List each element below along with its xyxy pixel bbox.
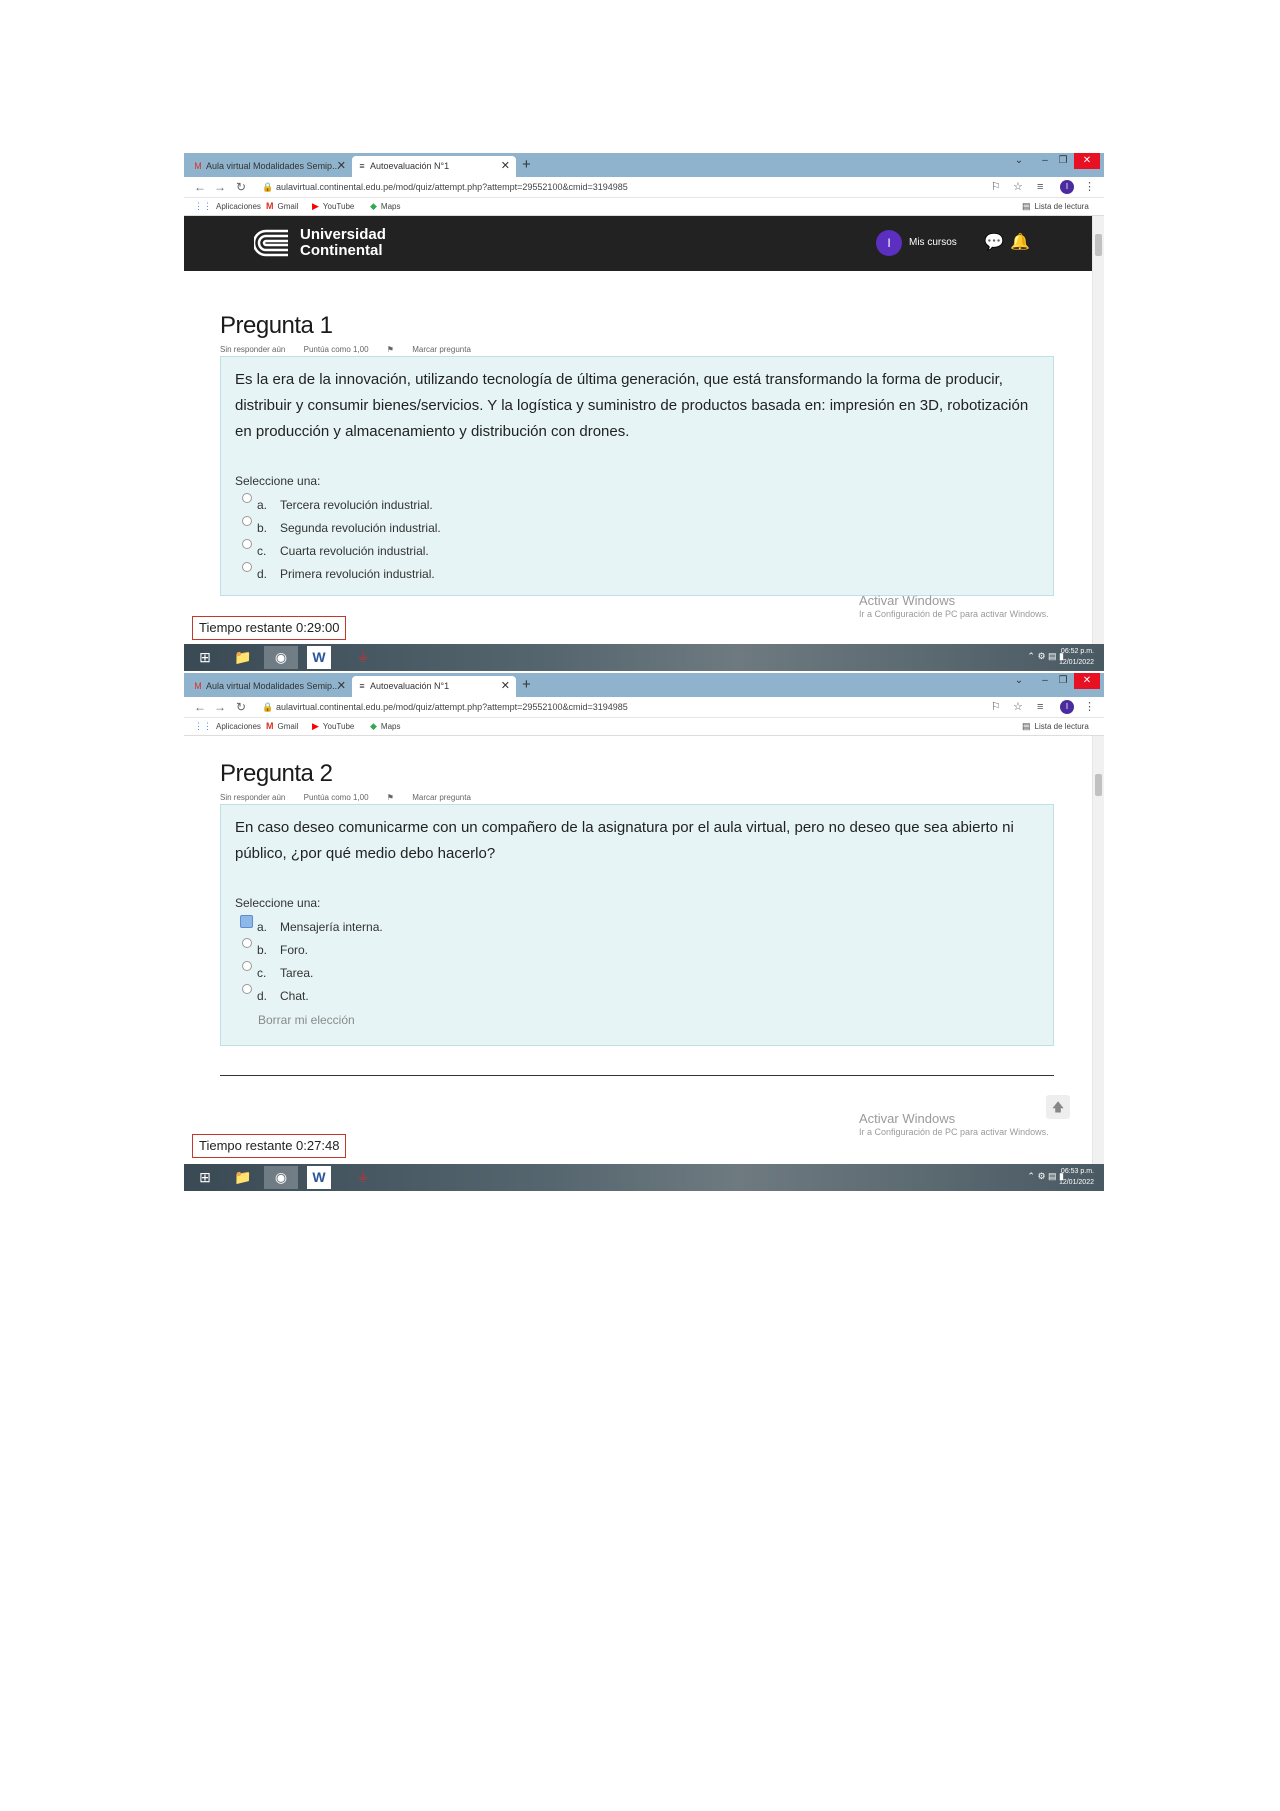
menu-kebab-icon[interactable]: ⋮: [1084, 181, 1095, 193]
reader-icon[interactable]: ⚐: [991, 181, 1001, 193]
url-input[interactable]: aulavirtual.continental.edu.pe/mod/quiz/attempt.php?attempt=29552100&cmid=3194985: [276, 702, 628, 712]
address-bar: [184, 697, 1104, 718]
bookmark-youtube[interactable]: ▶ YouTube: [312, 718, 354, 735]
select-one-label: Seleccione una:: [235, 474, 321, 488]
university-logo-icon[interactable]: [254, 229, 290, 257]
gmail-icon: M: [266, 721, 274, 731]
reading-list-icon[interactable]: ≡: [1037, 701, 1044, 713]
url-input[interactable]: aulavirtual.continental.edu.pe/mod/quiz/attempt.php?attempt=29552100&cmid=3194985: [276, 182, 628, 192]
maximize-button[interactable]: ❐: [1058, 675, 1068, 686]
word-icon[interactable]: W: [307, 646, 331, 669]
reading-list-icon: ▤: [1022, 201, 1031, 211]
question-status: Sin responder aún: [220, 345, 286, 354]
flag-question-link[interactable]: ⚑ Marcar pregunta: [386, 793, 471, 802]
browser-tab-autoevaluacion[interactable]: [352, 676, 516, 697]
chat-bubble-icon[interactable]: 💬: [984, 234, 1004, 251]
radio-button[interactable]: [242, 539, 252, 549]
windows-start-icon[interactable]: ⊞: [199, 649, 211, 665]
system-tray[interactable]: ⌃ ⚙ ▤ ▮: [1027, 1171, 1064, 1181]
question-points: Puntúa como 1,00: [303, 793, 369, 802]
chrome-icon[interactable]: ◉: [264, 646, 298, 669]
activate-windows-watermark: Activar Windows Ir a Configuración de PC para activar Windows.: [859, 1111, 1049, 1137]
bookmark-gmail[interactable]: M Gmail: [266, 198, 298, 215]
apps-grid-icon: ⋮⋮: [194, 721, 212, 731]
new-tab-button[interactable]: +: [522, 156, 531, 173]
reading-list-icon: ▤: [1022, 721, 1031, 731]
flag-question-link[interactable]: ⚑ Marcar pregunta: [386, 345, 471, 354]
tab-search-icon[interactable]: ⌄: [1014, 675, 1024, 686]
file-explorer-icon[interactable]: 📁: [234, 1169, 252, 1185]
university-logo-text[interactable]: Universidad Continental: [300, 226, 386, 259]
maximize-button[interactable]: ❐: [1058, 155, 1068, 166]
site-header: [184, 216, 1093, 271]
system-tray[interactable]: ⌃ ⚙ ▤ ▮: [1027, 651, 1064, 661]
bookmark-gmail[interactable]: M Gmail: [266, 718, 298, 735]
acrobat-icon[interactable]: ⏚: [356, 649, 370, 665]
browser-tab-bar: [184, 153, 1104, 177]
radio-button-selected[interactable]: [240, 915, 253, 928]
reading-list-icon[interactable]: ≡: [1037, 181, 1044, 193]
reload-icon[interactable]: ↻: [236, 180, 247, 194]
screenshot-question-1: [184, 153, 1104, 671]
gmail-tab-icon: M: [194, 681, 202, 691]
scrollbar-thumb[interactable]: [1095, 234, 1102, 256]
back-to-top-button[interactable]: [1046, 1095, 1070, 1119]
page-scrollbar[interactable]: [1092, 216, 1104, 644]
activate-windows-watermark: Activar Windows Ir a Configuración de PC para activar Windows.: [859, 593, 1049, 619]
windows-start-icon[interactable]: ⊞: [199, 1169, 211, 1185]
windows-taskbar: [184, 1164, 1104, 1191]
radio-button[interactable]: [242, 984, 252, 994]
flag-icon: ⚑: [386, 793, 397, 802]
radio-button[interactable]: [242, 938, 252, 948]
chrome-icon[interactable]: ◉: [264, 1166, 298, 1189]
tab-search-icon[interactable]: ⌄: [1014, 155, 1024, 166]
bookmark-maps[interactable]: ◆ Maps: [370, 718, 400, 735]
menu-kebab-icon[interactable]: ⋮: [1084, 701, 1095, 713]
taskbar-clock[interactable]: 06:53 p.m. 12/01/2022: [1058, 1168, 1094, 1186]
flag-icon: ⚑: [386, 345, 397, 354]
bookmark-star-icon[interactable]: ☆: [1013, 701, 1023, 713]
bookmark-reading-list[interactable]: ▤ Lista de lectura: [1022, 718, 1089, 735]
question-box: Es la era de la innovación, utilizando tecnología de última generación, que está transformando la forma de producir, distribuir y consumir bienes/servicios. Y la logística y suministro de productos basada en: impresión en 3D, robotización en producción y almacenamiento y distribución con drones. Seleccione una: a. Tercera revolución industrial. b. Segunda revolución industrial. c. Cuarta revolución industrial. d. Primera revolución industrial.: [220, 356, 1054, 596]
close-tab-icon[interactable]: ✕: [336, 680, 346, 692]
radio-button[interactable]: [242, 562, 252, 572]
gmail-tab-icon: M: [194, 161, 202, 171]
radio-button[interactable]: [242, 493, 252, 503]
forward-arrow-icon[interactable]: →: [214, 180, 226, 194]
notification-bell-icon[interactable]: 🔔: [1010, 234, 1030, 251]
minimize-button[interactable]: –: [1042, 155, 1048, 166]
word-icon[interactable]: W: [307, 1166, 331, 1189]
tab-label: Aula virtual Modalidades Semip...: [206, 161, 340, 171]
profile-avatar[interactable]: I: [1060, 700, 1074, 714]
select-one-label: Seleccione una:: [235, 896, 321, 910]
acrobat-icon[interactable]: ⏚: [356, 1169, 370, 1185]
close-window-button[interactable]: ✕: [1074, 153, 1100, 169]
screenshot-question-2: [184, 673, 1104, 1191]
bookmark-apps[interactable]: ⋮⋮ Aplicaciones: [194, 718, 261, 735]
bookmarks-bar: [184, 198, 1104, 216]
windows-taskbar: [184, 644, 1104, 671]
question-status: Sin responder aún: [220, 793, 286, 802]
user-avatar[interactable]: I: [876, 230, 902, 256]
reader-icon[interactable]: ⚐: [991, 701, 1001, 713]
close-window-button[interactable]: ✕: [1074, 673, 1100, 689]
back-arrow-icon[interactable]: ←: [194, 180, 206, 194]
scrollbar-thumb[interactable]: [1095, 774, 1102, 796]
question-points: Puntúa como 1,00: [303, 345, 369, 354]
taskbar-clock[interactable]: 06:52 p.m. 12/01/2022: [1058, 648, 1094, 666]
page-scrollbar[interactable]: [1092, 736, 1104, 1164]
radio-button[interactable]: [242, 516, 252, 526]
reload-icon[interactable]: ↻: [236, 700, 247, 714]
moodle-tab-icon: ≡: [359, 161, 365, 171]
question-text: En caso deseo comunicarme con un compañero de la asignatura por el aula virtual, pero no deseo que sea abierto ni público, ¿por qué medio debo hacerlo?: [235, 819, 1014, 862]
lock-icon: 🔒: [262, 702, 274, 712]
browser-tab-autoevaluacion[interactable]: [352, 156, 516, 177]
question-box: En caso deseo comunicarme con un compañero de la asignatura por el aula virtual, pero no deseo que sea abierto ni público, ¿por qué medio debo hacerlo? Seleccione una: a. Mensajería interna. b. Foro. c. Tarea. d. Chat. Borrar mi elección: [220, 804, 1054, 1046]
tab-label: Autoevaluación N°1: [370, 161, 450, 171]
my-courses-link[interactable]: Mis cursos: [909, 237, 957, 248]
close-tab-icon[interactable]: ✕: [336, 160, 346, 172]
address-bar: [184, 177, 1104, 198]
question-title: Pregunta 1: [220, 312, 333, 339]
gmail-icon: M: [266, 201, 274, 211]
close-tab-icon[interactable]: ✕: [500, 680, 510, 692]
arrow-up-icon: 🡅: [1051, 1100, 1065, 1114]
bookmark-star-icon[interactable]: ☆: [1013, 181, 1023, 193]
browser-tab-aula-virtual[interactable]: [188, 676, 352, 697]
apps-grid-icon: ⋮⋮: [194, 201, 212, 211]
browser-tab-aula-virtual[interactable]: [188, 156, 352, 177]
tab-label: Autoevaluación N°1: [370, 681, 450, 691]
bookmark-apps[interactable]: ⋮⋮ Aplicaciones: [194, 198, 261, 215]
youtube-icon: ▶: [312, 201, 319, 211]
maps-icon: ◆: [370, 721, 377, 731]
bookmarks-bar: [184, 718, 1104, 736]
clear-choice-link[interactable]: Borrar mi elección: [258, 1013, 355, 1027]
new-tab-button[interactable]: +: [522, 676, 531, 693]
minimize-button[interactable]: –: [1042, 675, 1048, 686]
time-remaining-box: Tiempo restante 0:27:48: [192, 1134, 346, 1158]
maps-icon: ◆: [370, 201, 377, 211]
lock-icon: 🔒: [262, 182, 274, 192]
question-title: Pregunta 2: [220, 760, 333, 787]
browser-tab-bar: [184, 673, 1104, 697]
time-remaining-box: Tiempo restante 0:29:00: [192, 616, 346, 640]
close-tab-icon[interactable]: ✕: [500, 160, 510, 172]
section-divider: [220, 1075, 1054, 1076]
question-meta: [220, 793, 503, 803]
bookmark-youtube[interactable]: ▶ YouTube: [312, 198, 354, 215]
back-arrow-icon[interactable]: ←: [194, 700, 206, 714]
question-meta: [220, 345, 503, 355]
profile-avatar[interactable]: I: [1060, 180, 1074, 194]
forward-arrow-icon[interactable]: →: [214, 700, 226, 714]
tab-label: Aula virtual Modalidades Semip...: [206, 681, 340, 691]
file-explorer-icon[interactable]: 📁: [234, 649, 252, 665]
bookmark-maps[interactable]: ◆ Maps: [370, 198, 400, 215]
radio-button[interactable]: [242, 961, 252, 971]
youtube-icon: ▶: [312, 721, 319, 731]
question-text: Es la era de la innovación, utilizando tecnología de última generación, que está transformando la forma de producir, distribuir y consumir bienes/servicios. Y la logística y suministro de productos basada en: impresión en 3D, robotización en producción y almacenamiento y distribución con drones.: [235, 371, 1029, 440]
moodle-tab-icon: ≡: [359, 681, 365, 691]
bookmark-reading-list[interactable]: ▤ Lista de lectura: [1022, 198, 1089, 215]
